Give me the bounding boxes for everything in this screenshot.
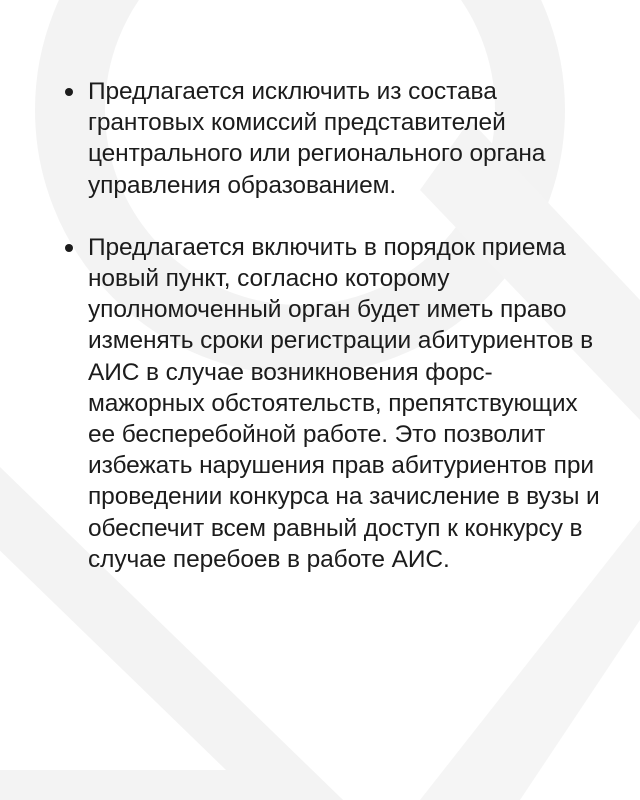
bullet-text-1: Предлагается исключить из состава грантовых комиссий представителей центрального или регионального органа управления образованием.	[88, 78, 546, 199]
bullet-dot-icon	[65, 244, 73, 252]
bullet-item-2	[62, 232, 602, 575]
bullet-text-2: Предлагается включить в порядок приема новый пункт, согласно которому уполномоченный орган будет иметь право изменять сроки регистрации абитуриентов в АИС в случае возникновения форс-мажорных обстоятельств, препятствующих ее бесперебойной работе. Это позволит избежать нарушения прав абитуриентов при проведении конкурса на зачисление в вузы и обеспечит всем равный доступ к конкурсу в случае перебоев в работе АИС.	[88, 233, 600, 573]
bullet-item-1	[62, 76, 602, 201]
content-area	[62, 76, 602, 575]
bullet-dot-icon	[65, 88, 73, 96]
bullet-list	[62, 76, 602, 575]
